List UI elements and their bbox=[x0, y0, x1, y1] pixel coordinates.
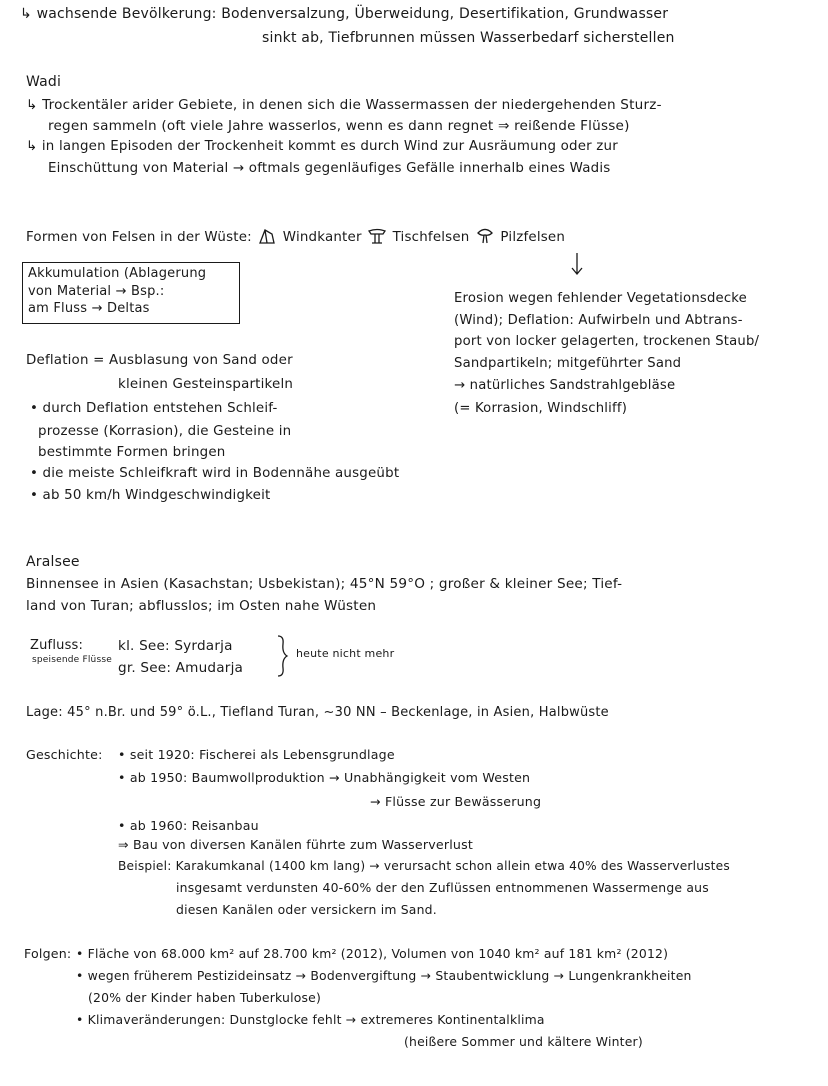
geschichte-item-2b: → Flüsse zur Bewässerung bbox=[370, 794, 542, 809]
deflation-line-1: Deflation = Ausblasung von Sand oder bbox=[26, 353, 293, 368]
geschichte-item-1: • seit 1920: Fischerei als Lebensgrundlage bbox=[118, 747, 395, 762]
zufluss-sublabel: speisende Flüsse bbox=[32, 655, 112, 665]
tischfelsen-icon bbox=[368, 228, 386, 249]
aralsee-line-2: land von Turan; abflusslos; im Osten nahe Wüsten bbox=[26, 598, 377, 614]
folgen-item-2: • wegen früherem Pestizideinsatz → Bodenvergiftung → Staubentwicklung → Lungenkrankheiten bbox=[76, 968, 692, 983]
geschichte-item-4: ⇒ Bau von diversen Kanälen führte zum Wasserverlust bbox=[118, 837, 473, 852]
geschichte-label: Geschichte: bbox=[26, 747, 103, 762]
erosion-line-3: port von locker gelagerten, trockenen Staub/ bbox=[454, 334, 760, 349]
zufluss-small-lake: kl. See: Syrdarja bbox=[118, 638, 233, 654]
geschichte-item-3: • ab 1960: Reisanbau bbox=[118, 818, 259, 833]
pilzfelsen-icon bbox=[476, 228, 494, 249]
zufluss-note: heute nicht mehr bbox=[296, 647, 395, 660]
erosion-line-2: (Wind); Deflation: Aufwirbeln und Abtrans- bbox=[454, 313, 743, 328]
erosion-line-5: → natürliches Sandstrahlgebläse bbox=[454, 378, 676, 393]
erosion-line-4: Sandpartikeln; mitgeführter Sand bbox=[454, 356, 682, 371]
deflation-line-6: • die meiste Schleifkraft wird in Bodennähe ausgeübt bbox=[30, 466, 400, 481]
deflation-line-5: bestimmte Formen bringen bbox=[38, 445, 226, 460]
deflation-line-4: prozesse (Korrasion), die Gesteine in bbox=[38, 424, 292, 439]
down-arrow-icon bbox=[570, 252, 584, 276]
geschichte-example-2: insgesamt verdunsten 40-60% der den Zuflüssen entnommenen Wassermenge aus bbox=[176, 880, 709, 895]
accumulation-line-1: Akkumulation (Ablagerung bbox=[28, 266, 207, 281]
folgen-item-3b: (heißere Sommer und kältere Winter) bbox=[404, 1034, 643, 1049]
geschichte-example-3: diesen Kanälen oder versickern im Sand. bbox=[176, 902, 437, 917]
rock-form-tischfelsen: Tischfelsen bbox=[392, 230, 470, 245]
geschichte-example-1: Beispiel: Karakumkanal (1400 km lang) → verursacht schon allein etwa 40% des Wasserverlustes bbox=[118, 859, 730, 873]
wadi-heading: Wadi bbox=[26, 74, 62, 90]
wadi-line-2: regen sammeln (oft viele Jahre wasserlos, wenn es dann regnet ⇒ reißende Flüsse) bbox=[48, 118, 630, 134]
population-line-2: sinkt ab, Tiefbrunnen müssen Wasserbedarf sicherstellen bbox=[262, 30, 675, 46]
population-line-1: ↳ wachsende Bevölkerung: Bodenversalzung, Überweidung, Desertifikation, Grundwasser bbox=[20, 6, 669, 22]
zufluss-big-lake: gr. See: Amudarja bbox=[118, 660, 244, 676]
rock-forms-intro: Formen von Felsen in der Wüste: bbox=[26, 230, 252, 245]
deflation-line-7: • ab 50 km/h Windgeschwindigkeit bbox=[30, 488, 271, 503]
aralsee-line-1: Binnensee in Asien (Kasachstan; Usbekistan); 45°N 59°O ; großer & kleiner See; Tief- bbox=[26, 576, 623, 592]
rock-form-pilzfelsen: Pilzfelsen bbox=[500, 230, 566, 245]
folgen-label: Folgen: bbox=[24, 946, 72, 961]
folgen-item-3: • Klimaveränderungen: Dunstglocke fehlt → extremeres Kontinentalklima bbox=[76, 1012, 545, 1027]
aralsee-heading: Aralsee bbox=[26, 554, 80, 570]
lage-line: Lage: 45° n.Br. und 59° ö.L., Tiefland Turan, ~30 NN – Beckenlage, in Asien, Halbwüste bbox=[26, 705, 609, 720]
accumulation-line-3: am Fluss → Deltas bbox=[28, 301, 150, 316]
wadi-line-1: ↳ Trockentäler arider Gebiete, in denen sich die Wassermassen der niedergehenden Sturz- bbox=[26, 97, 662, 113]
folgen-item-2b: (20% der Kinder haben Tuberkulose) bbox=[88, 990, 322, 1005]
wadi-line-3: ↳ in langen Episoden der Trockenheit kommt es durch Wind zur Ausräumung oder zur bbox=[26, 139, 618, 154]
erosion-line-1: Erosion wegen fehlender Vegetationsdecke bbox=[454, 291, 747, 306]
curly-brace-icon bbox=[276, 634, 290, 678]
geschichte-item-2: • ab 1950: Baumwollproduktion → Unabhängigkeit vom Westen bbox=[118, 770, 531, 785]
zufluss-label: Zufluss: bbox=[30, 638, 84, 653]
accumulation-line-2: von Material → Bsp.: bbox=[28, 284, 165, 299]
folgen-item-1: • Fläche von 68.000 km² auf 28.700 km² (2012), Volumen von 1040 km² auf 181 km² (2012) bbox=[76, 946, 669, 961]
rock-forms-line bbox=[26, 228, 565, 249]
wadi-line-4: Einschüttung von Material → oftmals gegenläufiges Gefälle innerhalb eines Wadis bbox=[48, 161, 611, 176]
erosion-line-6: (= Korrasion, Windschliff) bbox=[454, 401, 628, 416]
deflation-line-3: • durch Deflation entstehen Schleif- bbox=[30, 401, 278, 416]
deflation-line-2: kleinen Gesteinspartikeln bbox=[118, 377, 294, 392]
rock-form-windkanter: Windkanter bbox=[282, 230, 362, 245]
windkanter-icon bbox=[258, 228, 276, 249]
